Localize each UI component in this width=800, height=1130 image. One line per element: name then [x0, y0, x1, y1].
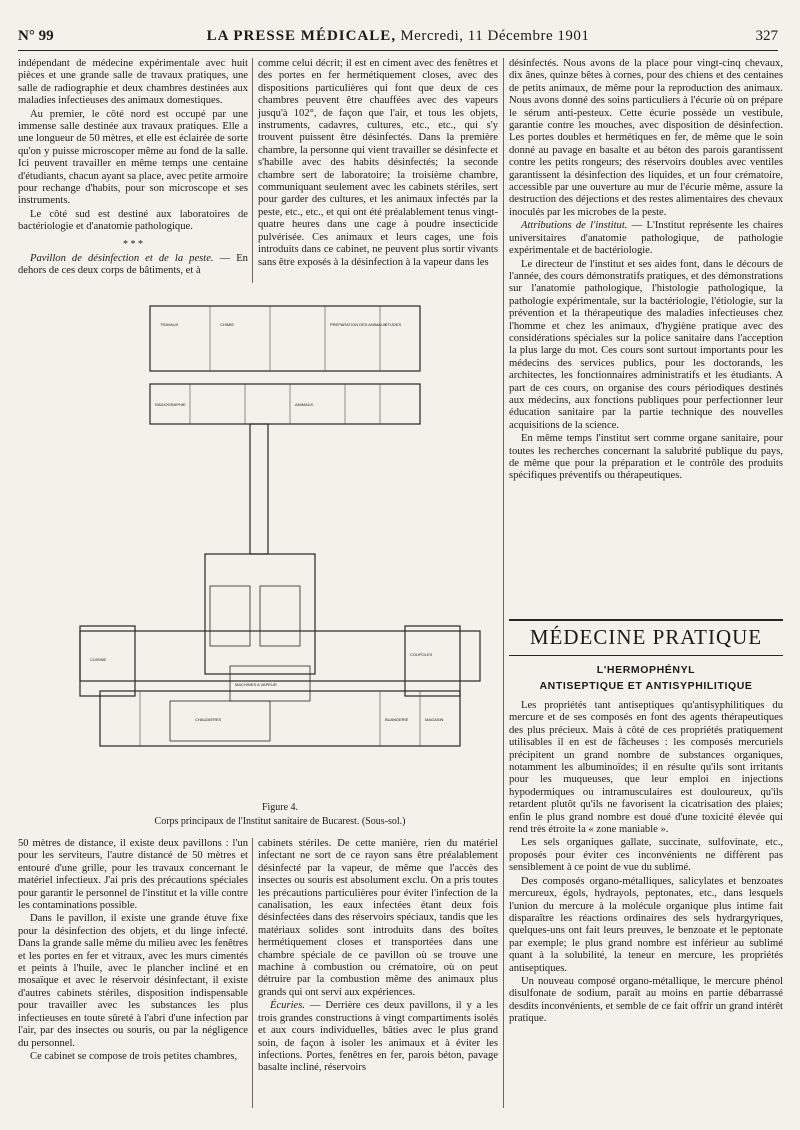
paragraph-text: — Derrière ces deux pavillons, il y a les trois grandes constructions à vingt compartiments isolés et aux cours individuelles, bâties avec le plus grand soin, de façon à isoler les animaux et à éviter les infections. Portes, fenêtres en fer, parois béton, pavage basalte incliné, réservoirs — [258, 1000, 498, 1074]
paragraph: Le directeur de l'institut et ses aides font, dans le décours de l'année, des cours démonstratifs pratiques, et des démonstrations sur l'anatomie pathologique, l'histologie pathologique, la pathologie expérimentale, sur la bactériologie, l'étiologie, sur la prévention et la thérapeutique des maladies infectieuses chez l'homme et chez les animaux, d'hygiène pratique avec des considérations spéciales sur la police sanitaire dans l'acception la plus large du mot. Ces cours sont surtout importants pour les médecins des services publics, pour les doctorands, les architectes, les fonctionnaires administratifs et les étudiants. A part de ces cours, on organise des cours périodiques destinés aux médecins, aux fonctions publiques pour perfectionner leur éducation sanitaire par la partie technique des nouvelles acquisitions de la science. — [509, 258, 783, 431]
plan-label: PREPARATION DES ANIMAUX — [330, 322, 387, 327]
paragraph-lead: Attributions de l'institut. — [521, 220, 628, 232]
paragraph: Les propriétés tant antiseptiques qu'antisyphilitiques du mercure et de ses composés en font des agents thérapeutiques des plus précieux. Mais à côté de ces propriétés pratiquement utilisables il en est de fâcheuses : les composés mercuriels précipitent un grand nombre de substances organiques, notamment les albuminoïdes; il en résulte qu'ils sont irritants pour les muqueuses, que leur emploi en injections hypodermiques ou intramusculaires est douloureux, qu'ils retardent plutôt qu'ils ne favorisent la cicatrisation des plaies; enfin le plus grand nombre est doué d'une toxicité élevée qui rend très étroite la « zone maniable ». — [509, 700, 783, 836]
floor-plan-figure — [60, 296, 500, 796]
paragraph: 50 mètres de distance, il existe deux pavillons : l'un pour les serviteurs, l'autre distancé de 50 mètres et entouré d'une grille, pour les travaux concernant le matériel infectieux. J'ai pris des précautions spéciales pour garantir le personnel de l'institut et la ville contre les contaminations possible. — [18, 838, 248, 912]
paragraph: En même temps l'institut sert comme organe sanitaire, pour toutes les recherches concernant la salubrité publique du pays, de même que pour la préparation et le contrôle des produits spécifiques préventifs ou thérapeutiques. — [509, 433, 783, 482]
plan-label: CHAUDIERES — [195, 717, 222, 722]
column-1-top — [18, 58, 248, 278]
paragraph — [258, 1000, 498, 1074]
paragraph: Dans le pavillon, il existe une grande étuve fixe pour la désinfection des objets, et du linge infecté. Dans la grande salle même du milieu avec les fenêtres et les portes en fer et vitraux, avec les murs cimentés et peints à l'huile, avec le plancher incliné et en mosaïque et avec le réservoir désinfectant, il existe d'autres cabinets stériles, disposition indispensable pour travailler avec les substances les plus infectieuses en toute sûreté à l'abri d'une infection par l'air, par des insectes ou souris, ou par la négligence du personnel. — [18, 913, 248, 1049]
plan-label: CHIMIE — [220, 322, 234, 327]
paragraph — [18, 253, 248, 278]
journal-title-line — [18, 28, 778, 45]
figure-number: Figure 4. — [261, 802, 299, 813]
paragraph: Des composés organo-métalliques, salicylates et benzoates mercureux, égols, hydrayols, peptonates, etc., dans lesquels l'union du mercure à la molécule organique plus intime fait disparaître les réactions ordinaires des sels hydrargyriques, quelques-uns ont fait leurs preuves, le benzoate et le peptonate par exemple; le plus grand nombre est inférieur au sublimé quant à la solubilité, la teneur en mercure, les propriétés antiseptiques. — [509, 875, 783, 974]
plan-label: BUANDERIE — [385, 717, 409, 722]
journal-name: LA PRESSE MÉDICALE, — [206, 28, 397, 44]
plan-label: CUISINE — [90, 657, 107, 662]
plan-room — [260, 586, 300, 646]
paragraph: indépendant de médecine expérimentale avec huit pièces et une grande salle de travaux pratiques, une salle de radiographie et deux chambres destinées aux maladies infectieuses des animaux domestiques. — [18, 58, 248, 107]
paragraph: Un nouveau composé organo-métallique, le mercure phénol disulfonate de sodium, paraît au moins en partie débarrassé desdits inconvénients, et semble de ce fait offrir un grand intérêt pratique. — [509, 975, 783, 1025]
column-2-top — [258, 58, 498, 269]
asterism: * * * — [123, 238, 143, 250]
plan-label: MAGASIN — [425, 717, 444, 722]
paragraph: désinfectés. Nous avons de la place pour vingt-cinq chevaux, dix ânes, quinze bêtes à cornes, pour des chiens et des centaines de petits animaux, de même pour la reproduction des animaux. Nous avons donné des soins particuliers à l'écurie où on prépare le sérum anti-pesteux. Cette écurie possède un vestibule, garantie contre les mouches, avec disposition de désinfection. Les portes doubles et hermétiques en fer, de même que le soin donné au pavage en basalte et au béton des parois garantissent contre les petits rongeurs; des réservoirs doubles avec ventiles garantissent la désinfection des liquides, et un four crématoire, accessible par une ouverture au mur de l'écurie même, assure la destruction des déjections et des restes alimentaires des chevaux inoculés par les microbes de la peste. — [509, 58, 783, 218]
figure-caption: Corps principaux de l'Institut sanitaire de Bucarest. (Sous-sol.) — [154, 816, 406, 827]
plan-label: RADIOGRAPHIE — [155, 402, 186, 407]
paragraph-lead: Pavillon de désinfection et de la peste. — [30, 252, 214, 264]
paragraph: Le côté sud est destiné aux laboratoires de bactériologie et d'anatomie pathologique. — [18, 208, 248, 233]
paragraph-text: — L'Institut représente les chaires universitaires d'anatomie pathologique, de pathologie expérimentale et de bactériologie. — [509, 220, 783, 257]
paragraph: Les sels organiques gallate, succinate, sulfovinate, etc., proposés pour éviter ces inconvénients ne diffèrent pas sensiblement à ce point de vue du sublimé. — [509, 837, 783, 874]
column-divider-3 — [252, 838, 253, 1108]
column-2-bottom — [258, 838, 498, 1075]
page-number: 327 — [755, 28, 778, 44]
plan-east-pavilion — [405, 626, 460, 696]
issue-date: Mercredi, 11 Décembre 1901 — [400, 28, 590, 44]
paragraph: Au premier, le côté nord est occupé par une immense salle destinée aux travaux pratiques. Elle a une longueur de 50 mètres, et elle est éclairée de sorte qu'on y puisse microscoper même au fond de la salle. Ici peuvent travailler en même temps une centaine d'étudiants, chacun ayant sa place, avec petite armoire pour rechange d'habits, pour son microscope et ses instruments. — [18, 108, 248, 207]
page-header — [18, 28, 778, 48]
plan-north-wing — [150, 306, 420, 371]
article-subtitle: ANTISEPTIQUE ET ANTISYPHILITIQUE — [539, 680, 753, 692]
plan-label: ANIMAUX — [295, 402, 314, 407]
plan-west-pavilion — [80, 626, 135, 696]
plan-south-wing — [150, 384, 420, 424]
paragraph: comme celui décrit; il est en ciment avec des fenêtres et des portes en fer hermétiquement closes, avec des dispositions particulières qui font que deux de ces chambres peuvent être chauffées avec des vapeurs jusqu'à 102°, de façon que l'air, et tous les objets, instruments, cadavres, cultures, etc., etc., qui s'y trouvent puissent être désinfectés. Dans la première chambre, la personne qui vient travailler se désinfecte et s'habille avec des habits désinfectés; la seconde chambre sert de laboratoire; la troisième chambre, communiquant seulement avec les cabinets stériles, sert pour garder des cultures, et les animaux infectés par la peste, etc., etc., et qui ont été préalablement tenus vingt-quatre heures dans une cage à poudre insecticide pulvérisée. Ces animaux et leurs cages, une fois introduits dans ce cabinet, ne peuvent plus sortir vivants sans être exposés à la désinfection à la vapeur dans les — [258, 58, 498, 268]
section-title: MÉDECINE PRATIQUE — [529, 625, 763, 649]
plan-label: COUPOLES — [410, 652, 433, 657]
column-3-top — [509, 58, 783, 483]
issue-number: N° 99 — [18, 28, 54, 44]
paragraph-text: — En dehors de ces deux corps de bâtiments, et à — [18, 252, 248, 277]
plan-room — [210, 586, 250, 646]
plan-label: MACHINES A VAPEUR — [235, 682, 277, 687]
article-title: L'HERMOPHÉNYL — [596, 664, 696, 676]
paragraph — [509, 220, 783, 257]
column-divider-1 — [252, 58, 253, 283]
column-1-bottom — [18, 838, 248, 1063]
paragraph: cabinets stériles. De cette manière, rien du matériel infectant ne sort de ce rayon sans être préalablement désinfecté par la vapeur, de même que l'accès des insectes ou souris est absolument exclu. On a pris toutes les précautions particulières pour éviter l'infection de la canalisation, les eaux infectées étant deux fois désinfectées dans des réservoirs spéciaux, tandis que les matériaux solides sont introduits dans des boîtes hermétiquement closes et transportées dans une chambre spéciale de ce pavillon où se trouve une machine à combustion ou crématoire, où on peut détruire par la combustion même des animaux plus grands qui ont servi aux expériences. — [258, 838, 498, 998]
plan-label: TRAVAUX — [160, 322, 179, 327]
plan-label: ETUDES — [385, 322, 402, 327]
plan-corridor — [250, 424, 268, 554]
paragraph-lead: Écuries. — [270, 1000, 306, 1012]
paragraph: Ce cabinet se compose de trois petites chambres, — [30, 1050, 238, 1062]
header-rule — [18, 50, 778, 51]
column-divider-2 — [503, 58, 504, 1108]
column-3-article — [509, 700, 783, 1026]
section-header — [509, 619, 783, 656]
